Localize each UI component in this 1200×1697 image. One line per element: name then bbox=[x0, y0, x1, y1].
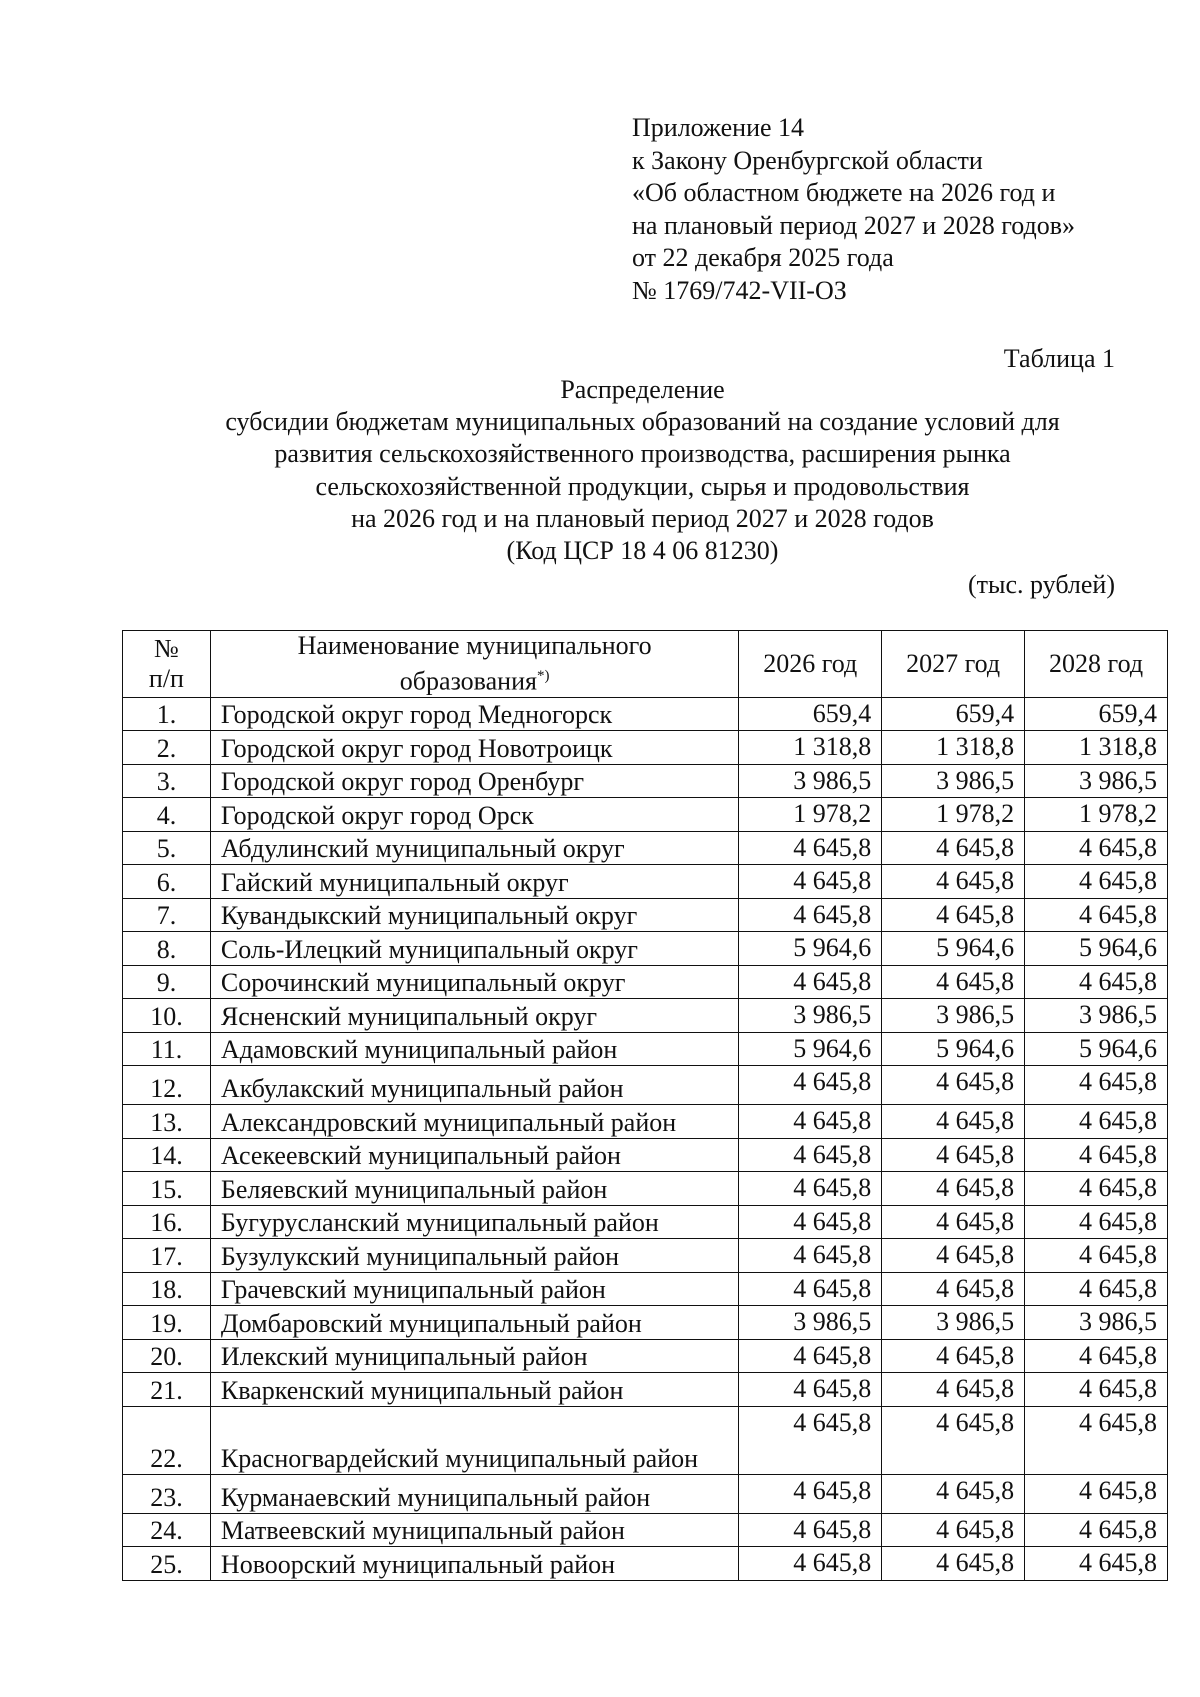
row-municipality: Грачевский муниципальный район bbox=[210, 1272, 738, 1306]
row-municipality: Матвеевский муниципальный район bbox=[210, 1513, 738, 1547]
table-row bbox=[123, 731, 1168, 765]
table-row bbox=[123, 965, 1168, 999]
table-row bbox=[123, 999, 1168, 1033]
header-number bbox=[123, 631, 211, 698]
row-value-2028: 4 645,8 bbox=[1025, 1547, 1168, 1581]
appendix-block bbox=[632, 112, 1075, 307]
row-value-2027: 4 645,8 bbox=[882, 1474, 1025, 1513]
row-value-2026: 5 964,6 bbox=[739, 932, 882, 966]
row-number: 14. bbox=[123, 1138, 211, 1172]
table-row bbox=[123, 1339, 1168, 1373]
subsidy-table bbox=[122, 630, 1168, 1581]
table-row bbox=[123, 831, 1168, 865]
row-number: 17. bbox=[123, 1239, 211, 1273]
row-municipality: Адамовский муниципальный район bbox=[210, 1032, 738, 1066]
title-line: на 2026 год и на плановый период 2027 и 2028 годов bbox=[351, 503, 934, 533]
row-value-2027: 5 964,6 bbox=[882, 1032, 1025, 1066]
row-municipality: Александровский муниципальный район bbox=[210, 1105, 738, 1139]
row-value-2027: 4 645,8 bbox=[882, 965, 1025, 999]
row-number: 22. bbox=[123, 1406, 211, 1474]
row-value-2027: 4 645,8 bbox=[882, 1105, 1025, 1139]
row-value-2026: 5 964,6 bbox=[739, 1032, 882, 1066]
row-value-2027: 4 645,8 bbox=[882, 898, 1025, 932]
table-row bbox=[123, 1373, 1168, 1407]
row-value-2026: 659,4 bbox=[739, 697, 882, 731]
header-name-line1: Наименование муниципального bbox=[297, 631, 652, 660]
row-value-2026: 1 978,2 bbox=[739, 798, 882, 832]
row-value-2027: 5 964,6 bbox=[882, 932, 1025, 966]
table-row bbox=[123, 932, 1168, 966]
row-number: 23. bbox=[123, 1474, 211, 1513]
table-row bbox=[123, 1239, 1168, 1273]
row-value-2027: 1 978,2 bbox=[882, 798, 1025, 832]
row-value-2027: 4 645,8 bbox=[882, 1406, 1025, 1474]
row-value-2028: 1 978,2 bbox=[1025, 798, 1168, 832]
title-line: субсидии бюджетам муниципальных образований на создание условий для bbox=[225, 407, 1060, 437]
row-value-2028: 4 645,8 bbox=[1025, 1373, 1168, 1407]
row-municipality: Сорочинский муниципальный округ bbox=[210, 965, 738, 999]
row-value-2028: 4 645,8 bbox=[1025, 1339, 1168, 1373]
row-value-2026: 4 645,8 bbox=[739, 1272, 882, 1306]
row-value-2027: 3 986,5 bbox=[882, 999, 1025, 1033]
row-value-2026: 1 318,8 bbox=[739, 731, 882, 765]
row-number: 24. bbox=[123, 1513, 211, 1547]
row-municipality: Абдулинский муниципальный округ bbox=[210, 831, 738, 865]
row-value-2027: 4 645,8 bbox=[882, 831, 1025, 865]
row-value-2028: 4 645,8 bbox=[1025, 1272, 1168, 1306]
row-municipality: Акбулакский муниципальный район bbox=[210, 1066, 738, 1105]
table-row bbox=[123, 1205, 1168, 1239]
row-municipality: Соль-Илецкий муниципальный округ bbox=[210, 932, 738, 966]
row-value-2028: 1 318,8 bbox=[1025, 731, 1168, 765]
row-value-2027: 3 986,5 bbox=[882, 764, 1025, 798]
row-number: 3. bbox=[123, 764, 211, 798]
row-number: 11. bbox=[123, 1032, 211, 1066]
row-value-2028: 4 645,8 bbox=[1025, 1105, 1168, 1139]
header-2026: 2026 год bbox=[739, 631, 882, 698]
row-value-2027: 4 645,8 bbox=[882, 1205, 1025, 1239]
row-municipality: Городской округ город Орск bbox=[210, 798, 738, 832]
table-header-row bbox=[123, 631, 1168, 698]
row-value-2026: 4 645,8 bbox=[739, 1339, 882, 1373]
row-value-2026: 4 645,8 bbox=[739, 1138, 882, 1172]
row-value-2028: 4 645,8 bbox=[1025, 1138, 1168, 1172]
row-number: 10. bbox=[123, 999, 211, 1033]
row-value-2027: 4 645,8 bbox=[882, 1513, 1025, 1547]
row-number: 18. bbox=[123, 1272, 211, 1306]
table-row bbox=[123, 1474, 1168, 1513]
row-value-2027: 4 645,8 bbox=[882, 1066, 1025, 1105]
row-municipality: Гайский муниципальный округ bbox=[210, 865, 738, 899]
table-row bbox=[123, 1066, 1168, 1105]
row-value-2028: 3 986,5 bbox=[1025, 1306, 1168, 1340]
row-number: 8. bbox=[123, 932, 211, 966]
table-row bbox=[123, 898, 1168, 932]
appendix-line: № 1769/742-VII-ОЗ bbox=[632, 275, 847, 305]
row-value-2028: 4 645,8 bbox=[1025, 1066, 1168, 1105]
row-value-2028: 659,4 bbox=[1025, 697, 1168, 731]
row-value-2026: 3 986,5 bbox=[739, 999, 882, 1033]
table-label: Таблица 1 bbox=[1003, 344, 1115, 373]
row-municipality: Красногвардейский муниципальный район bbox=[210, 1406, 738, 1474]
row-value-2028: 4 645,8 bbox=[1025, 1172, 1168, 1206]
appendix-line: к Закону Оренбургской области bbox=[632, 145, 983, 175]
header-name bbox=[210, 631, 738, 698]
row-value-2028: 4 645,8 bbox=[1025, 1239, 1168, 1273]
row-value-2028: 4 645,8 bbox=[1025, 1513, 1168, 1547]
row-municipality: Курманаевский муниципальный район bbox=[210, 1474, 738, 1513]
header-2028: 2028 год bbox=[1025, 631, 1168, 698]
row-municipality: Асекеевский муниципальный район bbox=[210, 1138, 738, 1172]
table-row bbox=[123, 1105, 1168, 1139]
row-value-2028: 4 645,8 bbox=[1025, 1406, 1168, 1474]
row-value-2026: 4 645,8 bbox=[739, 1513, 882, 1547]
row-value-2028: 4 645,8 bbox=[1025, 1205, 1168, 1239]
units-label: (тыс. рублей) bbox=[967, 570, 1115, 599]
row-value-2027: 4 645,8 bbox=[882, 865, 1025, 899]
row-value-2026: 4 645,8 bbox=[739, 1239, 882, 1273]
row-number: 15. bbox=[123, 1172, 211, 1206]
row-number: 5. bbox=[123, 831, 211, 865]
row-value-2026: 4 645,8 bbox=[739, 965, 882, 999]
table-row bbox=[123, 1032, 1168, 1066]
row-value-2028: 5 964,6 bbox=[1025, 932, 1168, 966]
table-row bbox=[123, 798, 1168, 832]
row-municipality: Илекский муниципальный район bbox=[210, 1339, 738, 1373]
row-value-2027: 4 645,8 bbox=[882, 1172, 1025, 1206]
row-value-2028: 4 645,8 bbox=[1025, 898, 1168, 932]
row-value-2028: 4 645,8 bbox=[1025, 831, 1168, 865]
row-number: 4. bbox=[123, 798, 211, 832]
title-line: Распределение bbox=[560, 375, 725, 404]
header-number-line1: № bbox=[154, 633, 179, 663]
row-municipality: Городской округ город Медногорск bbox=[210, 697, 738, 731]
row-value-2026: 4 645,8 bbox=[739, 1172, 882, 1206]
row-value-2027: 1 318,8 bbox=[882, 731, 1025, 765]
header-number-line2: п/п bbox=[148, 663, 184, 693]
header-name-text: образования bbox=[399, 666, 537, 696]
row-value-2028: 3 986,5 bbox=[1025, 999, 1168, 1033]
row-municipality: Бугурусланский муниципальный район bbox=[210, 1205, 738, 1239]
appendix-line: «Об областном бюджете на 2026 год и bbox=[632, 178, 1056, 207]
row-municipality: Кваркенский муниципальный район bbox=[210, 1373, 738, 1407]
row-value-2027: 4 645,8 bbox=[882, 1373, 1025, 1407]
row-value-2026: 4 645,8 bbox=[739, 1547, 882, 1581]
table-row bbox=[123, 1272, 1168, 1306]
row-municipality: Домбаровский муниципальный район bbox=[210, 1306, 738, 1340]
table-row bbox=[123, 1406, 1168, 1474]
row-value-2027: 3 986,5 bbox=[882, 1306, 1025, 1340]
footnote-marker: *) bbox=[536, 668, 550, 684]
table-row bbox=[123, 1513, 1168, 1547]
row-value-2027: 4 645,8 bbox=[882, 1138, 1025, 1172]
row-number: 20. bbox=[123, 1339, 211, 1373]
row-number: 19. bbox=[123, 1306, 211, 1340]
row-municipality: Бузулукский муниципальный район bbox=[210, 1239, 738, 1273]
table-row bbox=[123, 865, 1168, 899]
row-value-2026: 4 645,8 bbox=[739, 831, 882, 865]
title-line: развития сельскохозяйственного производства, расширения рынка bbox=[274, 439, 1011, 469]
title-line: сельскохозяйственной продукции, сырья и продовольствия bbox=[315, 471, 970, 501]
table-row bbox=[123, 1547, 1168, 1581]
row-value-2027: 4 645,8 bbox=[882, 1239, 1025, 1273]
row-number: 21. bbox=[123, 1373, 211, 1407]
row-value-2026: 4 645,8 bbox=[739, 1205, 882, 1239]
appendix-line: от 22 декабря 2025 года bbox=[632, 243, 894, 272]
row-number: 25. bbox=[123, 1547, 211, 1581]
row-value-2027: 4 645,8 bbox=[882, 1272, 1025, 1306]
row-value-2026: 4 645,8 bbox=[739, 865, 882, 899]
row-municipality: Новоорский муниципальный район bbox=[210, 1547, 738, 1581]
header-name-line2 bbox=[221, 661, 728, 697]
row-municipality: Городской округ город Оренбург bbox=[210, 764, 738, 798]
row-value-2027: 4 645,8 bbox=[882, 1339, 1025, 1373]
row-value-2027: 4 645,8 bbox=[882, 1547, 1025, 1581]
row-number: 1. bbox=[123, 697, 211, 731]
row-value-2026: 3 986,5 bbox=[739, 764, 882, 798]
row-number: 2. bbox=[123, 731, 211, 765]
row-value-2028: 4 645,8 bbox=[1025, 865, 1168, 899]
row-value-2026: 4 645,8 bbox=[739, 1474, 882, 1513]
table-row bbox=[123, 1306, 1168, 1340]
table-row bbox=[123, 764, 1168, 798]
title-line: (Код ЦСР 18 4 06 81230) bbox=[506, 536, 779, 566]
row-value-2026: 4 645,8 bbox=[739, 1406, 882, 1474]
row-value-2028: 5 964,6 bbox=[1025, 1032, 1168, 1066]
row-value-2026: 4 645,8 bbox=[739, 1105, 882, 1139]
row-number: 9. bbox=[123, 965, 211, 999]
table-row bbox=[123, 1172, 1168, 1206]
row-municipality: Беляевский муниципальный район bbox=[210, 1172, 738, 1206]
row-number: 13. bbox=[123, 1105, 211, 1139]
row-value-2028: 4 645,8 bbox=[1025, 965, 1168, 999]
row-value-2026: 4 645,8 bbox=[739, 898, 882, 932]
row-value-2026: 3 986,5 bbox=[739, 1306, 882, 1340]
row-number: 16. bbox=[123, 1205, 211, 1239]
table-body bbox=[123, 697, 1168, 1580]
row-value-2028: 4 645,8 bbox=[1025, 1474, 1168, 1513]
table-row bbox=[123, 1138, 1168, 1172]
header-2027: 2027 год bbox=[882, 631, 1025, 698]
row-municipality: Кувандыкский муниципальный округ bbox=[210, 898, 738, 932]
appendix-line: Приложение 14 bbox=[632, 113, 805, 142]
row-number: 12. bbox=[123, 1066, 211, 1105]
row-value-2027: 659,4 bbox=[882, 697, 1025, 731]
table-row bbox=[123, 697, 1168, 731]
appendix-line: на плановый период 2027 и 2028 годов» bbox=[632, 210, 1075, 240]
row-value-2028: 3 986,5 bbox=[1025, 764, 1168, 798]
row-value-2026: 4 645,8 bbox=[739, 1066, 882, 1105]
row-municipality: Городской округ город Новотроицк bbox=[210, 731, 738, 765]
row-number: 7. bbox=[123, 898, 211, 932]
document-title bbox=[100, 374, 1185, 567]
row-number: 6. bbox=[123, 865, 211, 899]
row-value-2026: 4 645,8 bbox=[739, 1373, 882, 1407]
row-municipality: Ясненский муниципальный округ bbox=[210, 999, 738, 1033]
